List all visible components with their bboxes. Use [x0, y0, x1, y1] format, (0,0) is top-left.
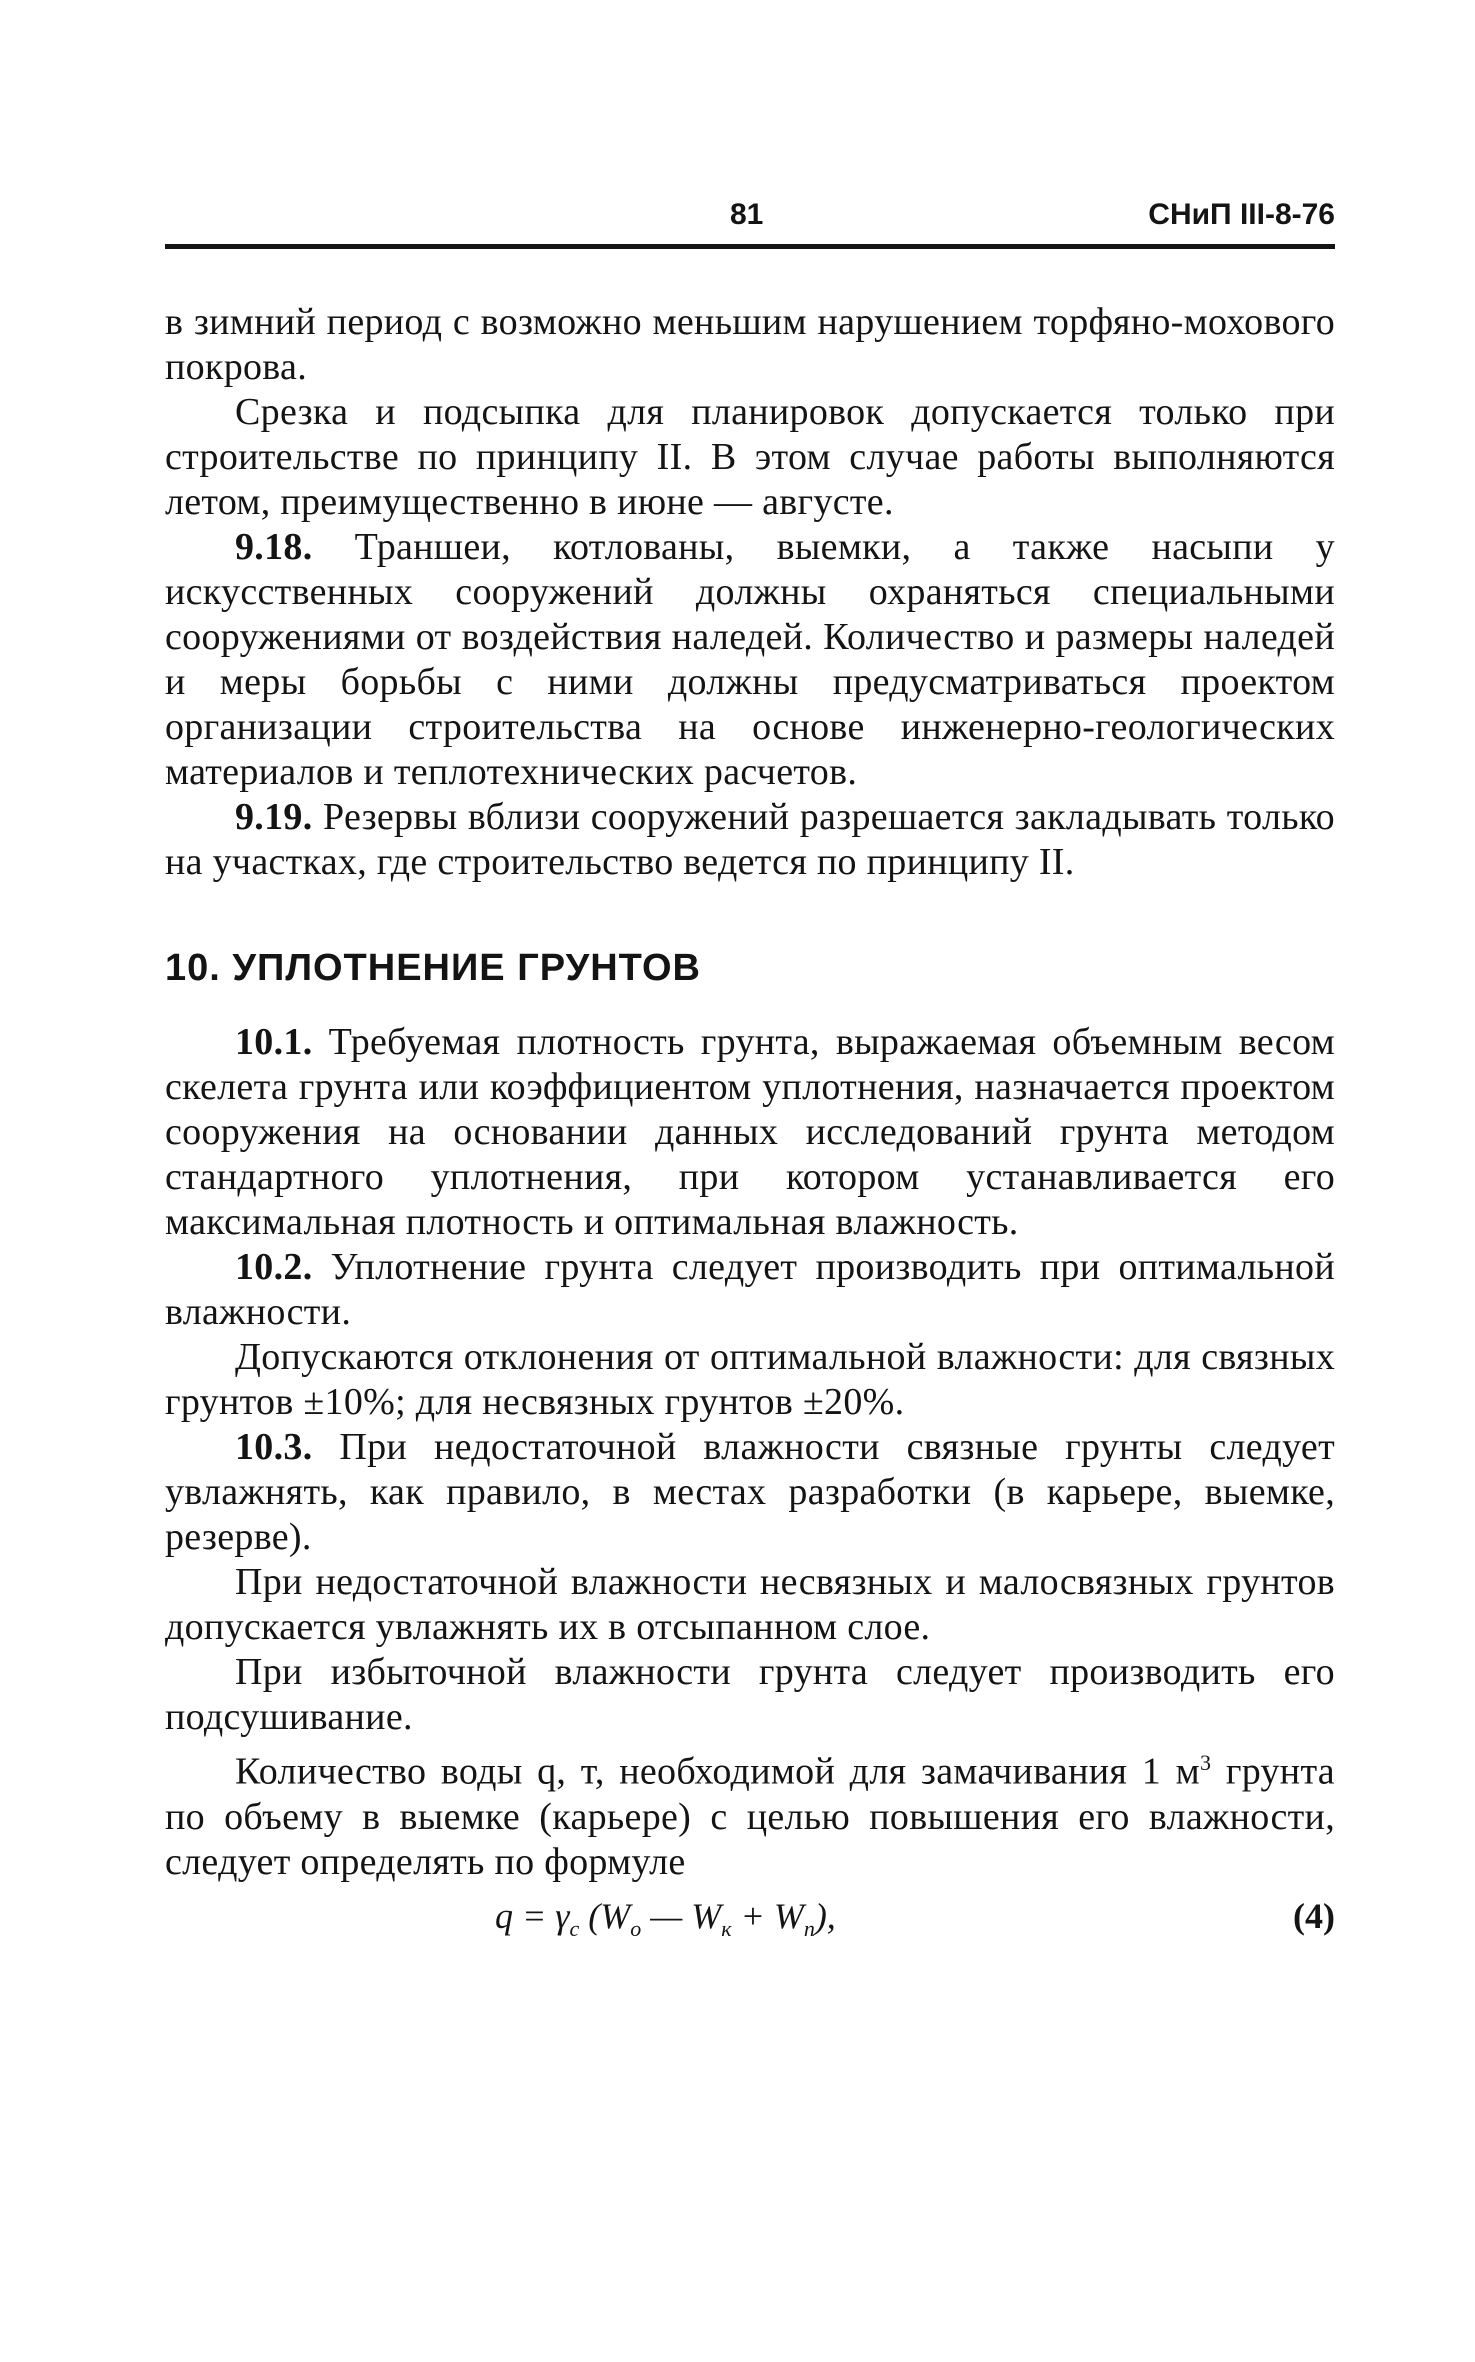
clause-9-19 [165, 795, 1335, 885]
document-id: СНиП III-8-76 [1148, 198, 1335, 231]
clause-number: 10.3. [235, 1426, 313, 1468]
clause-10-3 [165, 1425, 1335, 1560]
formula-subscript: к [721, 1915, 732, 1941]
paragraph: При избыточной влажности грунта следует производить его подсушивание. [165, 1651, 1335, 1738]
formula-part: ), [814, 1895, 836, 1936]
formula-part: q = γ [495, 1895, 570, 1936]
paragraph: Срезка и подсыпка для планировок допускается только при строительстве по принципу II. В этом случае работы выполняются летом, преимущественно в июне — августе. [165, 391, 1335, 523]
clause-text: При недостаточной влажности связные грунты следует увлажнять, как правило, в местах разработки (в карьере, выемке, резерве). [165, 1426, 1335, 1558]
clause-10-1 [165, 1020, 1335, 1245]
section-heading: 10. УПЛОТНЕНИЕ ГРУНТОВ [165, 947, 701, 989]
formula-part: — W [641, 1895, 722, 1936]
paragraph: в зимний период с возможно меньшим нарушением торфяно-мохового покрова. [165, 301, 1335, 388]
formula [165, 1891, 1335, 1943]
page-header [165, 192, 1335, 252]
clause-number: 10.2. [235, 1246, 313, 1288]
clause-text: Требуемая плотность грунта, выражаемая объемным весом скелета грунта или коэффициентом уплотнения, назначается проектом сооружения на основании данных исследований грунта методом стандартного уплотнения, при котором устанавливается его максимальная плотность и оптимальная влажность. [165, 1021, 1335, 1243]
document-body [165, 300, 1335, 1943]
header-rule [165, 244, 1335, 249]
paragraph-text: грунта по объему в выемке (карьере) с целью повышения его влажности, следует определять по формуле [165, 1750, 1335, 1883]
paragraph-text: Количество воды q, т, необходимой для замачивания 1 м [235, 1750, 1200, 1793]
clause-number: 9.19. [235, 796, 313, 838]
formula-subscript: п [803, 1915, 815, 1941]
formula-subscript: o [630, 1915, 642, 1941]
clause-text: Траншеи, котлованы, выемки, а также насыпи у искусственных сооружений должны охраняться специальными сооружениями от воздействия наледей. Количество и размеры наледей и меры борьбы с ними должны предусматриваться проектом организации строительства на основе инженерно-геологических материалов и теплотехнических расчетов. [165, 526, 1335, 793]
paragraph [165, 1740, 1335, 1885]
clause-number: 9.18. [235, 526, 313, 568]
formula-expression [495, 1895, 836, 1942]
formula-number: (4) [1293, 1895, 1335, 1936]
clause-text: Резервы вблизи сооружений разрешается закладывать только на участках, где строительство ведется по принципу II. [165, 796, 1335, 883]
paragraph: При недостаточной влажности несвязных и малосвязных грунтов допускается увлажнять их в отсыпанном слое. [165, 1561, 1335, 1648]
formula-part: + W [731, 1895, 804, 1936]
paragraph: Допускаются отклонения от оптимальной влажности: для связных грунтов ±10%; для несвязных грунтов ±20%. [165, 1336, 1335, 1423]
formula-subscript: c [569, 1915, 580, 1941]
formula-part: (W [579, 1895, 631, 1936]
page-number: 81 [730, 198, 764, 231]
clause-10-2 [165, 1245, 1335, 1335]
clause-9-18 [165, 525, 1335, 795]
clause-number: 10.1. [235, 1021, 313, 1063]
superscript: 3 [1199, 1750, 1212, 1775]
clause-text: Уплотнение грунта следует производить при оптимальной влажности. [165, 1246, 1335, 1333]
